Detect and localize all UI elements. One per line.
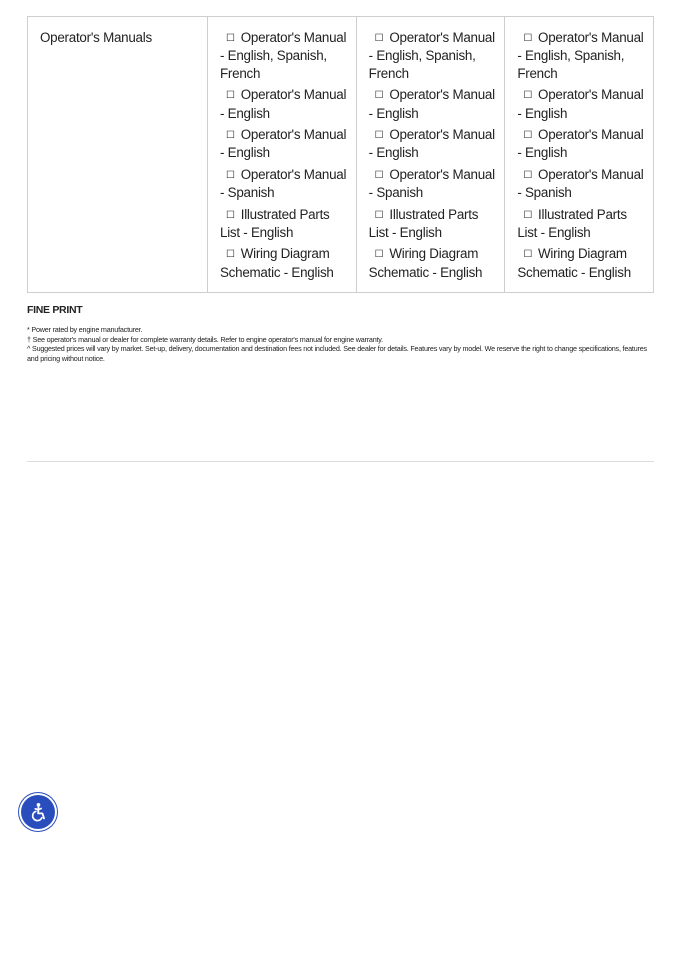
checkbox-icon: ☐ [226,169,235,181]
document-label: Operator's Manual - English [220,127,347,161]
list-item [517,86,645,122]
document-label: Operator's Manual - English [517,87,644,121]
checkbox-icon: ☐ [374,33,384,44]
checkbox-icon: ☐ [523,33,533,44]
table-cell [505,17,654,293]
document-label: Operator's Manual - English, Spanish, French [220,30,347,81]
list-item [220,206,348,242]
list-item [517,206,645,242]
checkbox-icon: ☐ [523,169,533,181]
list-item [369,29,497,82]
document-label: Operator's Manual - English [220,87,347,121]
document-label: Operator's Manual - English [368,87,495,121]
table-cell [356,17,505,293]
document-label: Wiring Diagram Schematic - English [220,246,334,280]
document-label: Operator's Manual - English, Spanish, French [368,30,495,81]
table-row [28,17,654,293]
checkbox-icon: ☐ [226,33,235,44]
document-label: Operator's Manual - English [368,127,495,161]
list-item [369,206,497,242]
list-item [369,86,497,122]
checkbox-icon: ☐ [374,169,384,181]
checkbox-icon: ☐ [374,209,384,221]
list-item [220,126,348,162]
spec-table [27,16,654,293]
document-label: Illustrated Parts List - English [368,206,479,241]
footnote: † See operator's manual or dealer for complete warranty details. Refer to engine operator's manual for engine warranty. [27,334,383,344]
list-item [220,245,348,281]
checkbox-icon: ☐ [374,90,384,102]
checkbox-icon: ☐ [226,249,235,261]
list-item [369,245,497,281]
list-item [220,166,348,202]
list-item [220,86,348,122]
list-item [369,166,497,202]
document-label: Operator's Manual - English [517,127,644,161]
list-item [220,29,348,82]
checkbox-icon: ☐ [523,249,533,261]
list-item [517,126,645,162]
accessibility-button[interactable] [21,795,55,829]
list-item [517,29,645,82]
list-item [517,245,645,281]
checkbox-icon: ☐ [374,249,384,261]
document-label: Operator's Manual - Spanish [517,166,644,201]
list-item [517,166,645,202]
table-cell [208,17,357,293]
checkbox-icon: ☐ [374,130,384,142]
fine-print-title: FINE PRINT [27,304,83,316]
footnote: * Power rated by engine manufacturer. [27,325,143,334]
row-label: Operator's Manuals [28,17,208,293]
document-label: Operator's Manual - Spanish [368,166,495,201]
checkbox-icon: ☐ [523,130,533,142]
document-label: Illustrated Parts List - English [220,206,330,241]
document-label: Wiring Diagram Schematic - English [368,246,483,280]
document-label: Operator's Manual - English, Spanish, French [517,30,644,81]
checkbox-icon: ☐ [523,209,533,221]
fine-print-section [27,304,654,363]
document-label: Wiring Diagram Schematic - English [517,246,631,280]
divider [27,461,654,462]
checkbox-icon: ☐ [523,90,533,102]
list-item [369,126,497,162]
checkbox-icon: ☐ [226,209,235,221]
document-label: Operator's Manual - Spanish [220,166,347,201]
document-label: Illustrated Parts List - English [517,206,627,241]
checkbox-icon: ☐ [226,90,235,102]
footnote: ^ Suggested prices will vary by market. Set-up, delivery, documentation and destination fees not included. See dealer for details. Features vary by model. We reserve the right to change specifications, features and pricing without notice. [27,344,647,363]
accessibility-icon [27,801,49,823]
checkbox-icon: ☐ [226,130,235,142]
